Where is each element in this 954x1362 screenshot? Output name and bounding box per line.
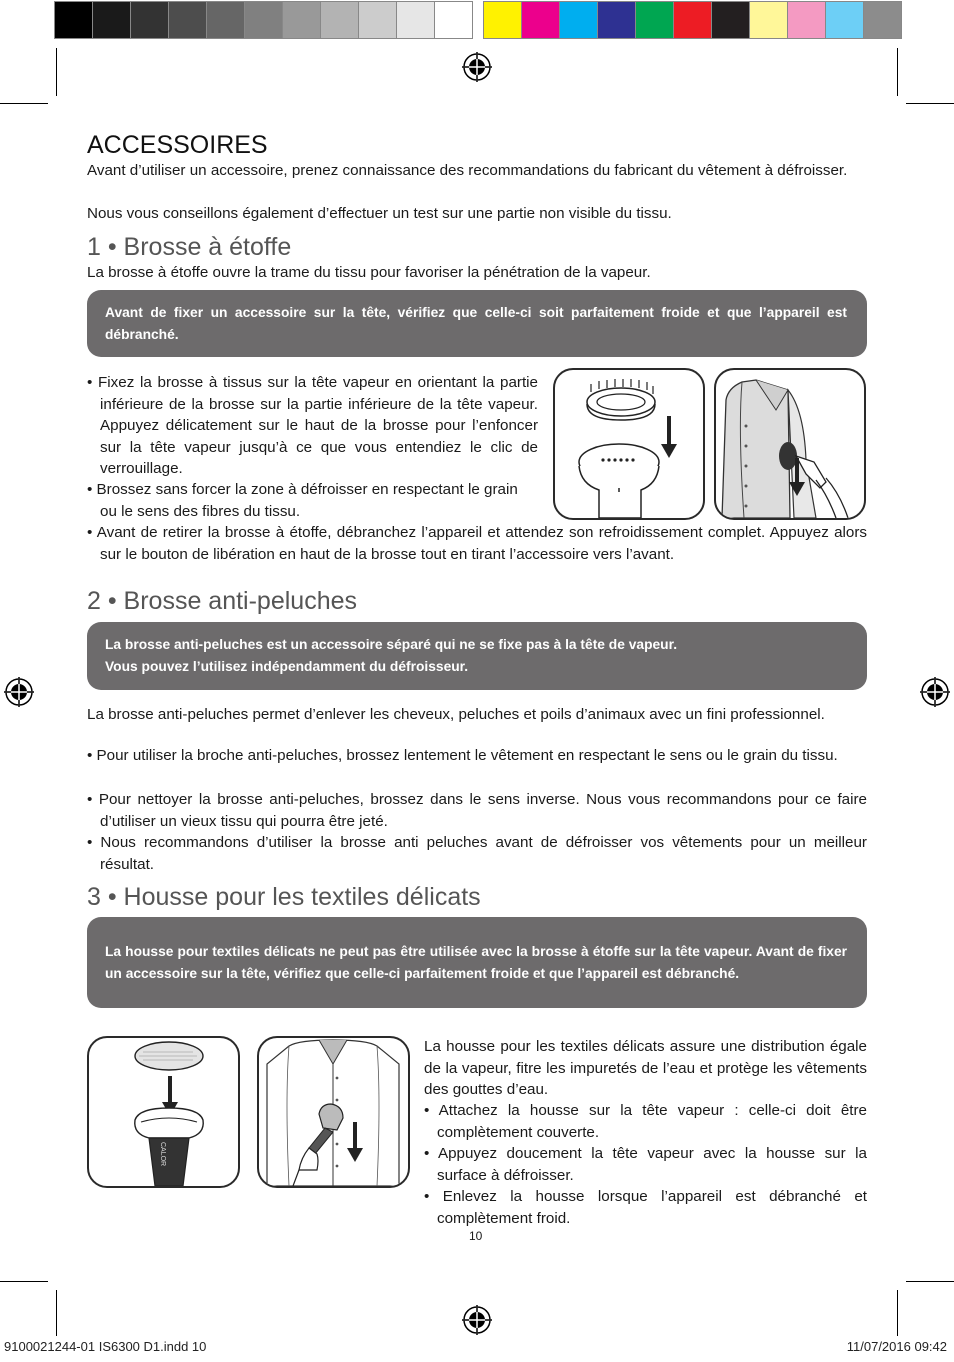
registration-mark-icon xyxy=(4,677,34,707)
color-swatch xyxy=(864,2,901,38)
registration-mark-icon xyxy=(462,52,492,82)
gray-swatch xyxy=(283,2,320,38)
brand-logo: CALOR xyxy=(159,1142,166,1167)
list-item: • Fixez la brosse à tissus sur la tête vapeur en orientant la partie inférieure de la brosse sur la partie inférieure de la tête vapeur. Appuyez délicatement sur le haut de la brosse pour l’enfoncer sur la tête vapeur jusqu’à ce que vous entendiez le clic de verrouillage. xyxy=(87,374,538,477)
list-item: • Nous recommandons d’utiliser la brosse anti peluches avant de défroisser vos vêtements pour un meilleur résultat. xyxy=(87,834,867,873)
gray-swatch xyxy=(207,2,244,38)
info-note xyxy=(87,622,867,690)
warning-note-text: Avant de fixer un accessoire sur la tête, vérifiez que celle-ci soit parfaitement froide et que l’appareil est débranché. xyxy=(105,305,847,342)
gray-swatch xyxy=(321,2,358,38)
gray-swatch xyxy=(55,2,92,38)
crop-mark xyxy=(906,103,954,104)
color-swatch xyxy=(788,2,825,38)
list-item: • Avant de retirer la brosse à étoffe, débranchez l’appareil et attendez son refroidissement complet. Appuyez alors sur le bouton de libération en haut de la brosse tout en tirant l’accessoire vers l’avant. xyxy=(87,524,867,563)
color-swatch xyxy=(560,2,597,38)
brush-attach-illustration xyxy=(553,368,705,520)
gray-swatch xyxy=(131,2,168,38)
cover-attach-illustration xyxy=(87,1036,240,1188)
gray-swatch xyxy=(359,2,396,38)
list-item: • Appuyez doucement la tête vapeur avec la housse sur la surface à défroisser. xyxy=(424,1145,867,1184)
section3-lead: La housse pour les textiles délicats assure une distribution égale de la vapeur, fitre les impuretés de l’eau et protège les vêtements des gouttes d’eau. xyxy=(424,1038,867,1098)
footer-timestamp: 11/07/2016 09:42 xyxy=(846,1339,947,1354)
section-title-housse-textiles: 3 • Housse pour les textiles délicats xyxy=(87,883,481,911)
list-item: • Enlevez la housse lorsque l’appareil est débranché et complètement froid. xyxy=(424,1188,867,1227)
warning-note xyxy=(87,290,867,357)
list-item: • Attachez la housse sur la tête vapeur : celle-ci doit être complètement couverte. xyxy=(424,1102,867,1141)
registration-mark-icon xyxy=(462,1305,492,1335)
section-title-brosse-anti-peluches: 2 • Brosse anti-peluches xyxy=(87,587,358,615)
registration-mark-icon xyxy=(920,677,950,707)
color-swatch xyxy=(484,2,521,38)
gray-swatch xyxy=(397,2,434,38)
warning-note xyxy=(87,917,867,1008)
gray-swatch xyxy=(93,2,130,38)
crop-mark xyxy=(56,1290,57,1336)
crop-mark xyxy=(897,1290,898,1336)
warning-note-text: La housse pour textiles délicats ne peut pas être utilisée avec la brosse à étoffe sur la tête vapeur. Avant de fixer un accessoire sur la tête, vérifiez que celle-ci parfaitement froide et que l’appareil est débranché. xyxy=(105,944,847,981)
crop-mark xyxy=(0,103,48,104)
crop-mark xyxy=(0,1281,48,1282)
page-title: ACCESSOIRES xyxy=(87,131,268,159)
gray-swatch xyxy=(169,2,206,38)
section2-lead: La brosse anti-peluches permet d’enlever les cheveux, peluches et poils d’animaux avec un fini professionnel. xyxy=(87,706,825,723)
color-swatch xyxy=(826,2,863,38)
footer-file-info: 9100021244-01 IS6300 D1.indd 10 xyxy=(4,1339,207,1354)
color-swatch xyxy=(674,2,711,38)
gray-swatch xyxy=(245,2,282,38)
gray-swatch xyxy=(435,2,472,38)
section-title-brosse-etoffe: 1 • Brosse à étoffe xyxy=(87,233,292,261)
info-note-line: La brosse anti-peluches est un accessoire séparé qui ne se fixe pas à la tête de vapeur. xyxy=(105,637,678,652)
brushing-garment-illustration xyxy=(714,368,866,520)
info-note-line: Vous pouvez l’utilisez indépendamment du défroisseur. xyxy=(105,658,469,674)
color-swatch xyxy=(522,2,559,38)
crop-mark xyxy=(56,48,57,96)
list-item: • Brossez sans forcer la zone à défroisser en respectant le grain ou le sens des fibres du tissu. xyxy=(87,481,518,520)
list-item: • Pour utiliser la broche anti-peluches, brossez lentement le vêtement en respectant le sens ou le grain du tissu. xyxy=(87,747,838,764)
color-swatch xyxy=(598,2,635,38)
steaming-shirt-illustration xyxy=(257,1036,410,1188)
intro-paragraph-2: Nous vous conseillons également d’effectuer un test sur une partie non visible du tissu. xyxy=(87,205,672,222)
crop-mark xyxy=(897,48,898,96)
color-swatch xyxy=(712,2,749,38)
intro-paragraph: Avant d’utiliser un accessoire, prenez connaissance des recommandations du fabricant du vêtement à défroisser. xyxy=(87,162,848,179)
list-item: • Pour nettoyer la brosse anti-peluches, brossez dans le sens inverse. Nous vous recommandons pour ce faire d’utiliser un vieux tissu qui pourra être jeté. xyxy=(87,791,867,830)
page-number: 10 xyxy=(469,1229,483,1243)
color-swatch xyxy=(636,2,673,38)
crop-mark xyxy=(906,1281,954,1282)
color-swatch xyxy=(750,2,787,38)
section1-lead: La brosse à étoffe ouvre la trame du tissu pour favoriser la pénétration de la vapeur. xyxy=(87,264,651,281)
